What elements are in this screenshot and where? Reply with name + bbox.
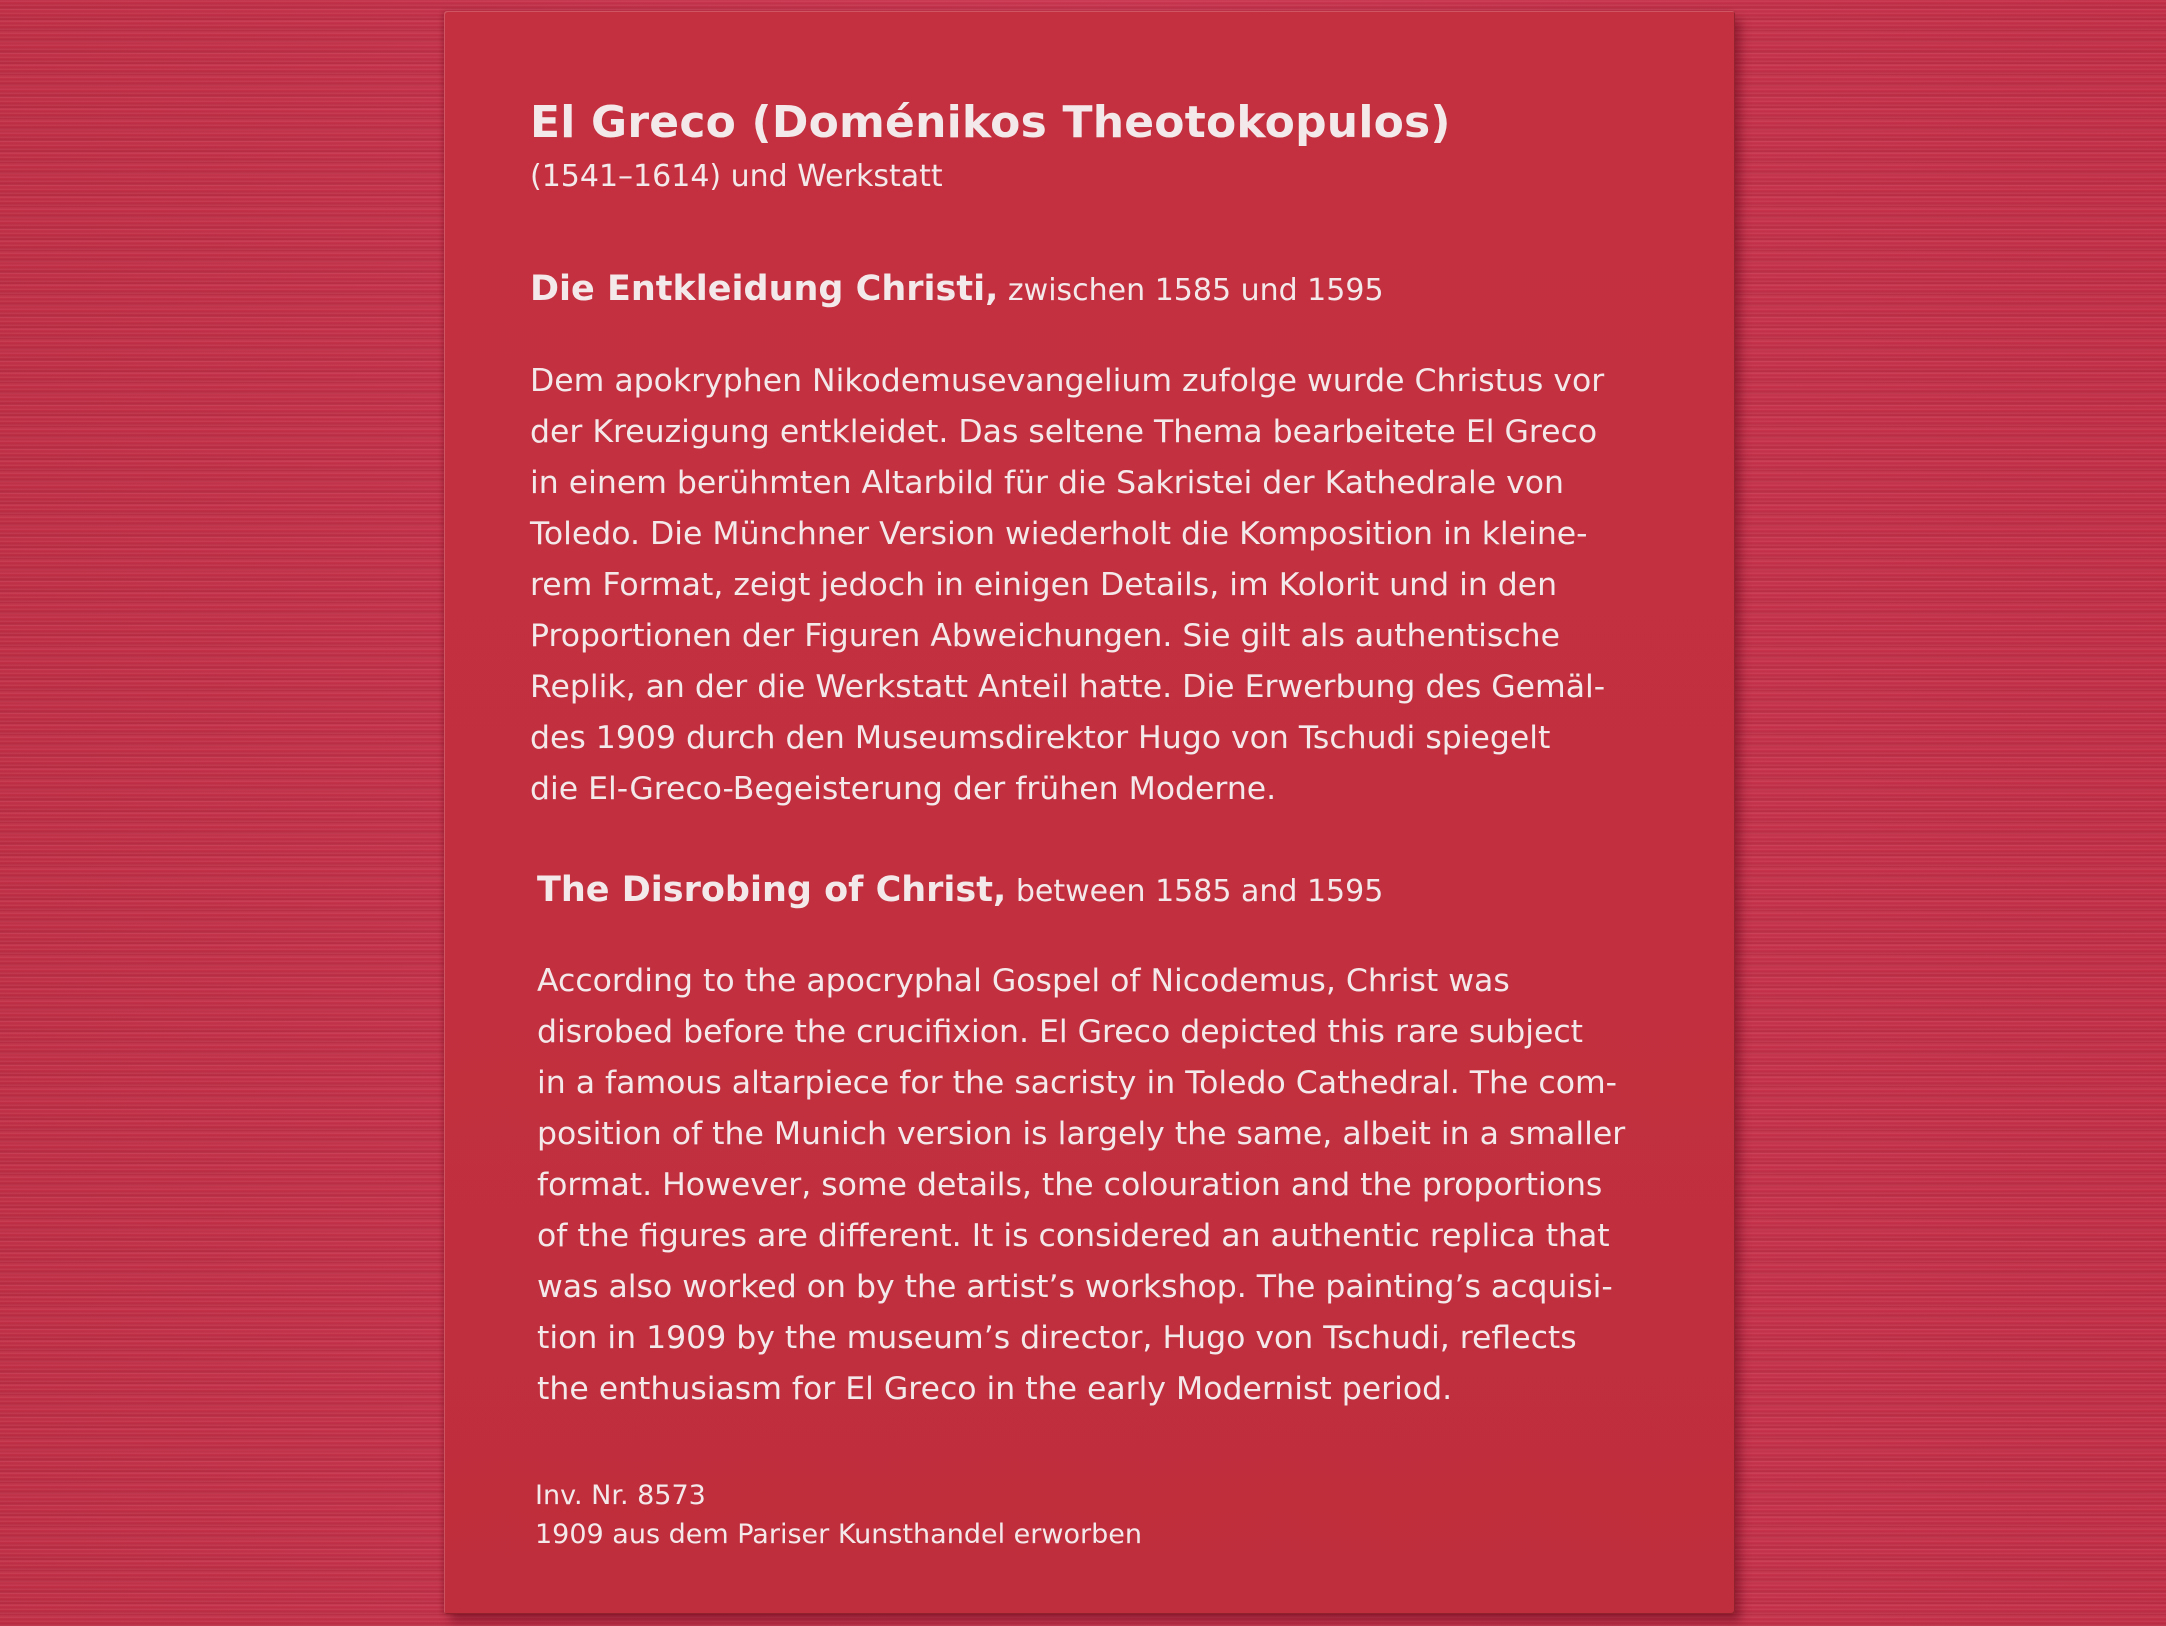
artist-name: El Greco (Doménikos Theotokopulos) [530,97,1451,148]
german-description: Dem apokryphen Nikodemusevangelium zufolge wurde Christus vor der Kreuzigung entkleidet. Das seltene Thema bearbeitete El Greco in einem berühmten Altarbild für die Sakristei der Kathedrale von Toledo. Die Münchner Version wiederholt die Komposition in kleine- rem Format, zeigt jedoch in einigen Details, im Kolorit und in den Proportionen der Figuren Abweichungen. Sie gilt als authentische Replik, an der die Werkstatt Anteil hatte. Die Erwerbung des Gemäl- des 1909 durch den Museumsdirektor Hugo von Tschudi spiegelt die El-Greco-Begeisterung der frühen Moderne. [530,363,1606,807]
english-title-line [537,870,1383,910]
museum-label-panel [444,11,1735,1614]
english-title: The Disrobing of Christ, [537,870,1007,910]
inventory-number: Inv. Nr. 8573 [535,1480,706,1511]
german-date: zwischen 1585 und 1595 [998,273,1384,308]
german-title-line [530,269,1384,309]
english-description: According to the apocryphal Gospel of Nicodemus, Christ was disrobed before the crucifixion. El Greco depicted this rare subject in a famous altarpiece for the sacristy in Toledo Cathedral. The com- position of the Munich version is largely the same, albeit in a smaller format. However, some details, the colouration and the proportions of the figures are different. It is considered an authentic replica that was also worked on by the artist’s workshop. The painting’s acquisi- tion in 1909 by the museum’s director, Hugo von Tschudi, reflects the enthusiasm for El Greco in the early Modernist period. [537,963,1626,1407]
provenance: 1909 aus dem Pariser Kunsthandel erworben [535,1519,1142,1550]
german-title: Die Entkleidung Christi, [530,269,999,309]
english-date: between 1585 and 1595 [1006,874,1384,909]
artist-dates: (1541–1614) und Werkstatt [530,159,943,194]
inventory-info [535,1476,1142,1554]
